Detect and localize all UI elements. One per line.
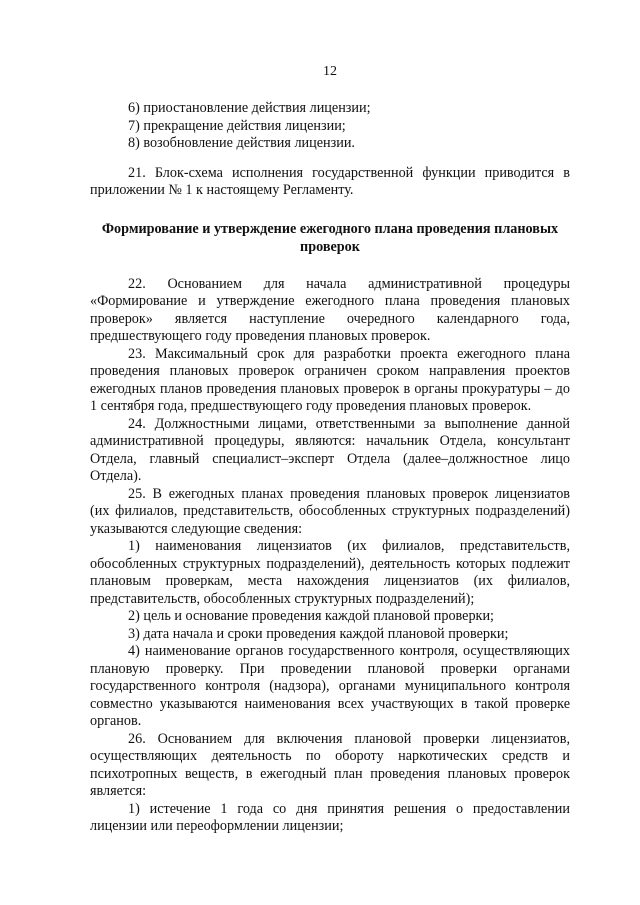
- list-item: 1) наименования лицензиатов (их филиалов, представительств, обособленных структурных подразделений), деятельность которых подлежит плановым проверкам, места нахождения лицензиатов (их филиалов, представительств, обособленных структурных подразделений);: [90, 538, 570, 607]
- list-item: 2) цель и основание проведения каждой плановой проверки;: [128, 608, 494, 624]
- list-item: 8) возобновление действия лицензии.: [128, 135, 355, 151]
- paragraph-23: 23. Максимальный срок для разработки проекта ежегодного плана проведения плановых проверок ограничен сроком направления проектов ежегодных планов проведения плановых проверок в органы прокуратуры – до 1 сентября года, предшествующего году проведения плановых проверок.: [90, 345, 570, 414]
- paragraph-24: 24. Должностными лицами, ответственными за выполнение данной административной процедуры, являются: начальник Отдела, консультант Отдела, главный специалист–эксперт Отдела (далее–должностное лицо Отдела).: [90, 415, 570, 484]
- list-item: 3) дата начала и сроки проведения каждой плановой проверки;: [128, 625, 509, 642]
- paragraph-26: 26. Основанием для включения плановой проверки лицензиатов, осуществляющих деятельность по обороту наркотических средств и психотропных веществ, в ежегодный план проведения плановых проверок является:: [90, 730, 570, 799]
- list-item: 4) наименование органов государственного контроля, осуществляющих плановую проверку. При проведении плановой проверки органами государственного контроля (надзора), органами муниципального контроля совместно указываются наименования всех участвующих в такой проверке органов.: [90, 643, 570, 729]
- spacer: [90, 153, 570, 165]
- paragraph-25: 25. В ежегодных планах проведения плановых проверок лицензиатов (их филиалов, представительств, обособленных структурных подразделений) указываются следующие сведения:: [90, 485, 570, 537]
- section-heading: Формирование и утверждение ежегодного плана проведения плановых проверок: [101, 220, 559, 255]
- page-number: 12: [323, 64, 337, 79]
- paragraph-22: 22. Основанием для начала административной процедуры «Формирование и утверждение ежегодного плана проведения плановых проверок» является наступление очередного календарного года, предшествующего году проведения плановых проверок.: [90, 275, 570, 344]
- list-item: 7) прекращение действия лицензии;: [128, 117, 346, 134]
- paragraph-21: 21. Блок-схема исполнения государственной функции приводится в приложении № 1 к настоящему Регламенту.: [90, 164, 570, 198]
- list-item: 1) истечение 1 года со дня принятия решения о предоставлении лицензии или переоформлении лицензии;: [90, 800, 570, 834]
- list-item: 6) приостановление действия лицензии;: [128, 100, 371, 116]
